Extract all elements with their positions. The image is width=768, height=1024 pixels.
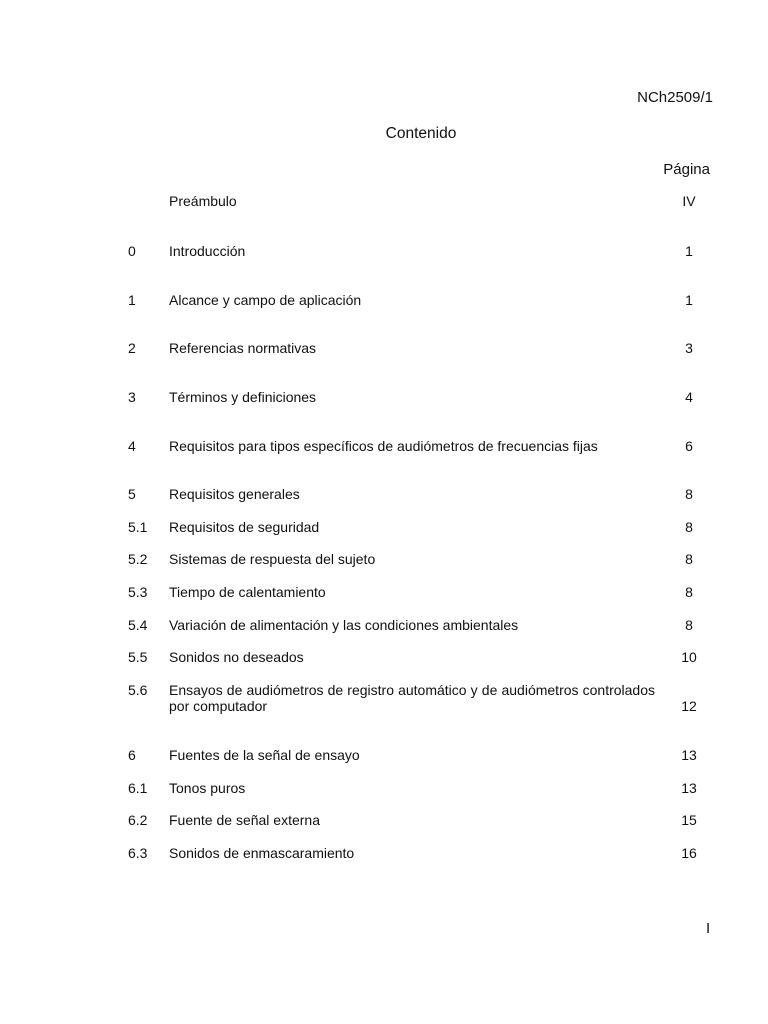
page-column-header: Página	[663, 161, 710, 178]
toc-entry-number: 2	[128, 340, 136, 356]
toc-entry-number: 5.6	[128, 682, 148, 698]
toc-entry-number: 0	[128, 243, 136, 259]
toc-entry-label: Sistemas de respuesta del sujeto	[169, 551, 376, 567]
toc-entry-page: 1	[685, 292, 693, 308]
toc-entry-label: Sonidos de enmascaramiento	[169, 845, 355, 861]
toc-entry-2	[0, 340, 768, 360]
toc-entry-5-3	[0, 584, 768, 604]
toc-entry-5	[0, 486, 768, 506]
toc-entry-label: Requisitos para tipos específicos de audiómetros de frecuencias fijas	[169, 438, 598, 454]
toc-entry-5-1	[0, 519, 768, 539]
toc-entry-label: Preámbulo	[169, 193, 237, 209]
toc-entry-5-6	[0, 682, 768, 722]
toc-entry-page: 1	[685, 243, 693, 259]
toc-entry-page: IV	[682, 193, 696, 209]
toc-entry-number: 6.3	[128, 845, 148, 861]
toc-entry-number: 6.1	[128, 780, 148, 796]
toc-entry-label: Tonos puros	[169, 780, 246, 796]
toc-entry-number: 5	[128, 486, 136, 502]
page-folio: I	[706, 920, 711, 937]
toc-entry-label: Tiempo de calentamiento	[169, 584, 326, 600]
toc-entry-number: 3	[128, 389, 136, 405]
toc-entry-number: 5.1	[128, 519, 148, 535]
toc-entry-6-1	[0, 780, 768, 800]
toc-entry-5-4	[0, 617, 768, 637]
toc-entry-label: Requisitos de seguridad	[169, 519, 320, 535]
toc-entry-number: 5.5	[128, 649, 148, 665]
toc-entry-label: Alcance y campo de aplicación	[169, 292, 362, 308]
toc-entry-4	[0, 438, 768, 458]
toc-entry-label: Introducción	[169, 243, 246, 259]
toc-entry-page: 8	[685, 584, 693, 600]
toc-entry-0	[0, 243, 768, 263]
toc-entry-number: 4	[128, 438, 136, 454]
document-code: NCh2509/1	[637, 89, 713, 106]
toc-entry-page: 13	[681, 780, 697, 796]
toc-entry-page: 3	[685, 340, 693, 356]
toc-entry-page: 8	[685, 617, 693, 633]
toc-entry-page: 4	[685, 389, 693, 405]
toc-entry-label: Sonidos no deseados	[169, 649, 304, 665]
toc-entry-label: Requisitos generales	[169, 486, 300, 502]
toc-entry-number: 5.2	[128, 551, 148, 567]
toc-entry-page: 8	[685, 551, 693, 567]
toc-entry-label: Fuente de señal externa	[169, 812, 320, 828]
toc-entry-page: 6	[685, 438, 693, 454]
toc-entry-page: 8	[685, 486, 693, 502]
toc-entry-6-3	[0, 845, 768, 865]
toc-entry-1	[0, 292, 768, 312]
toc-entry-5-5	[0, 649, 768, 669]
toc-entry-page: 12	[681, 698, 697, 714]
toc-entry-page: 16	[681, 845, 697, 861]
toc-entry-number: 6.2	[128, 812, 148, 828]
toc-entry-label: Ensayos de audiómetros de registro automático y de audiómetros controlados por computador	[169, 682, 655, 714]
toc-entry-page: 13	[681, 747, 697, 763]
toc-entry-number: 5.3	[128, 584, 148, 600]
page-title: Contenido	[385, 125, 457, 142]
toc-entry-3	[0, 389, 768, 409]
toc-entry-preambulo	[0, 193, 768, 213]
toc-entry-number: 5.4	[128, 617, 148, 633]
toc-entry-number: 1	[128, 292, 136, 308]
toc-entry-page: 8	[685, 519, 693, 535]
toc-entry-6	[0, 747, 768, 767]
toc-entry-5-2	[0, 551, 768, 571]
toc-entry-label: Variación de alimentación y las condiciones ambientales	[169, 617, 519, 633]
toc-entry-6-2	[0, 812, 768, 832]
toc-entry-number: 6	[128, 747, 136, 763]
toc-entry-page: 15	[681, 812, 697, 828]
toc-entry-label: Referencias normativas	[169, 340, 317, 356]
toc-entry-label: Fuentes de la señal de ensayo	[169, 747, 360, 763]
toc-entry-label: Términos y definiciones	[169, 389, 317, 405]
toc-entry-page: 10	[681, 649, 697, 665]
